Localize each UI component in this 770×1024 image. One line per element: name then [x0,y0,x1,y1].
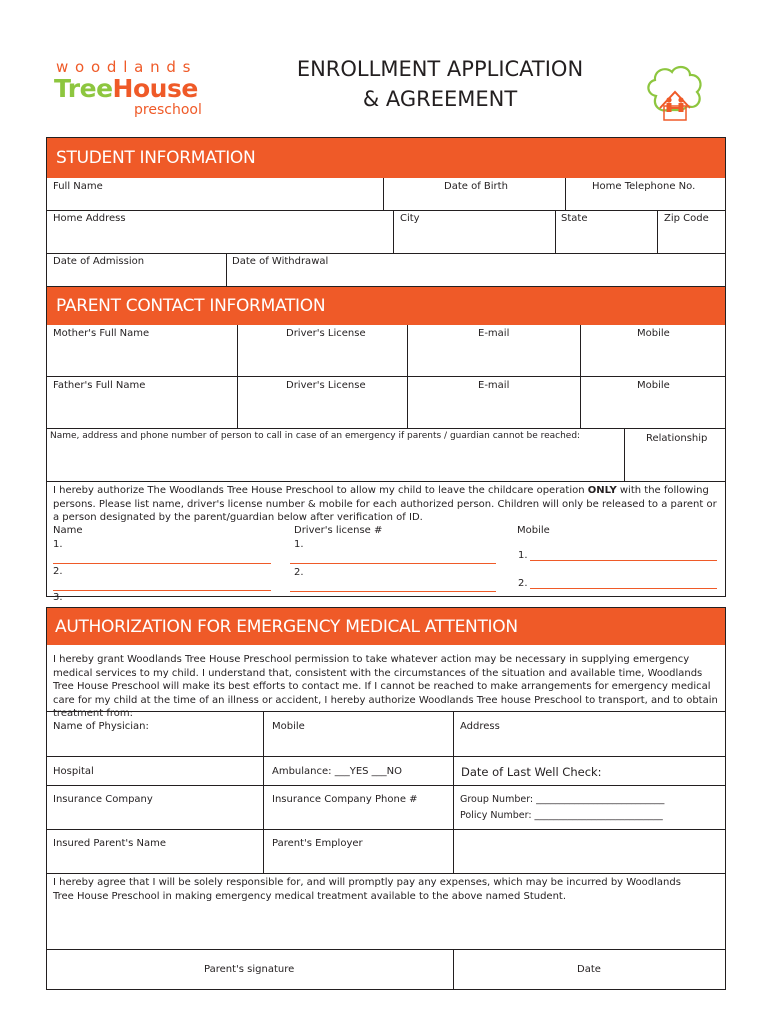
physician-field[interactable] [47,712,264,757]
withdrawal-date-label: Date of Withdrawal [232,256,329,267]
father-name-label: Father's Full Name [53,380,146,391]
city-label: City [400,213,420,224]
mother-name-label: Mother's Full Name [53,328,150,339]
home-telephone-label: Home Telephone No. [592,181,696,192]
mother-license-label: Driver's License [286,328,366,339]
license-1-input[interactable] [290,563,496,564]
auth-text-pre: I hereby authorize The Woodlands Tree House Preschool to allow my child to leave the childcare operation [53,485,588,496]
title-line-1: ENROLLMENT APPLICATION [296,57,584,81]
employer-field[interactable] [264,830,454,874]
logo [54,58,214,122]
parent-signature-label: Parent's signature [204,964,295,975]
home-address-label: Home Address [53,213,126,224]
logo-woodlands: w o o d l a n d s [56,58,192,76]
insured-parent-label: Insured Parent's Name [53,838,167,849]
group-number-label: Group Number: ___________________________ [460,794,665,805]
mobile-2-input[interactable] [530,588,717,589]
mother-email-label: E-mail [478,328,510,339]
mother-mobile-label: Mobile [637,328,670,339]
physician-address-field[interactable] [454,712,725,757]
name-1-number: 1. [53,539,63,550]
name-2-input[interactable] [53,590,271,591]
logo-treehouse [54,74,198,103]
logo-preschool: preschool [134,102,202,118]
state-label: State [561,213,588,224]
group-policy-field[interactable] [454,786,725,830]
signature-date-label: Date [577,964,601,975]
name-2-number: 2. [53,566,63,577]
auth-text-only: ONLY [587,485,617,496]
relationship-label: Relationship [646,433,708,444]
payment-agreement-text: I hereby agree that I will be solely responsible for, and will promptly pay any expenses, which may be incurred by Woodlands Tree House Preschool in making emergency medical treatment available to the above named Student. [53,877,681,902]
father-mobile-label: Mobile [637,380,670,391]
license-2-input[interactable] [290,591,496,592]
insured-parent-field[interactable] [47,830,264,874]
well-check-label: Date of Last Well Check: [461,765,602,779]
medical-heading: AUTHORIZATION FOR EMERGENCY MEDICAL ATTENTION [55,617,518,637]
logo-tree: Tree [54,74,113,103]
physician-mobile-field[interactable] [264,712,454,757]
mobile-1-input[interactable] [530,560,717,561]
employer-label: Parent's Employer [272,838,363,849]
tree-house-icon [642,62,708,124]
license-1-number: 1. [294,539,304,550]
name-1-input[interactable] [53,563,271,564]
admission-date-label: Date of Admission [53,256,145,267]
col-mobile-label: Mobile [517,525,550,536]
page-title [270,54,610,114]
student-header [47,138,725,178]
pickup-authorization-text [53,484,717,525]
emergency-contact-label: Name, address and phone number of person to call in case of an emergency if parents / guardian cannot be reached: [50,431,581,441]
mobile-2-number: 2. [518,578,528,589]
col-license-label: Driver's license # [294,525,383,536]
parent-heading: PARENT CONTACT INFORMATION [56,296,326,316]
medical-authorization-text: I hereby grant Woodlands Tree House Preschool permission to take whatever action may be necessary in supplying emergency medical services to my child. I understand that, consistent with the circumstances of the situation and available time, Woodlands Tree House Preschool will make its best efforts to contact me. If I cannot be reached to make arrangements for emergency medical care for my child at the time of an illness or accident, I hereby authorize Woodlands Tree house Preschool to transport, and to obtain treatment from: [53,654,718,719]
dob-label: Date of Birth [444,181,508,192]
title-line-2: & AGREEMENT [362,87,518,111]
col-name-label: Name [53,525,83,536]
logo-house: House [112,74,198,103]
physician-mobile-label: Mobile [272,721,305,732]
policy-number-label: Policy Number: ___________________________ [460,810,663,821]
physician-label: Name of Physician: [53,721,149,732]
physician-address-label: Address [460,721,500,732]
student-heading: STUDENT INFORMATION [56,148,256,168]
insurance-company-field[interactable] [47,786,264,830]
insurance-phone-field[interactable] [264,786,454,830]
father-email-label: E-mail [478,380,510,391]
insurance-company-label: Insurance Company [53,794,153,805]
insurance-phone-label: Insurance Company Phone # [272,794,418,805]
insured-blank-field [454,830,725,874]
license-2-number: 2. [294,567,304,578]
name-3-number: 3. [53,592,63,603]
hospital-label: Hospital [53,766,94,777]
ambulance-label: Ambulance: ___YES ___NO [272,766,403,777]
parent-header [47,287,725,325]
medical-header [47,608,725,645]
zip-code-label: Zip Code [664,213,709,224]
mobile-1-number: 1. [518,550,528,561]
auth-text-post: with the following persons. Please list name, driver's license number & mobile for each authorized person. Children will only be released to a parent or a person designated by the parent/guardian below after verification of ID. [53,485,717,523]
full-name-label: Full Name [53,181,103,192]
father-license-label: Driver's License [286,380,366,391]
